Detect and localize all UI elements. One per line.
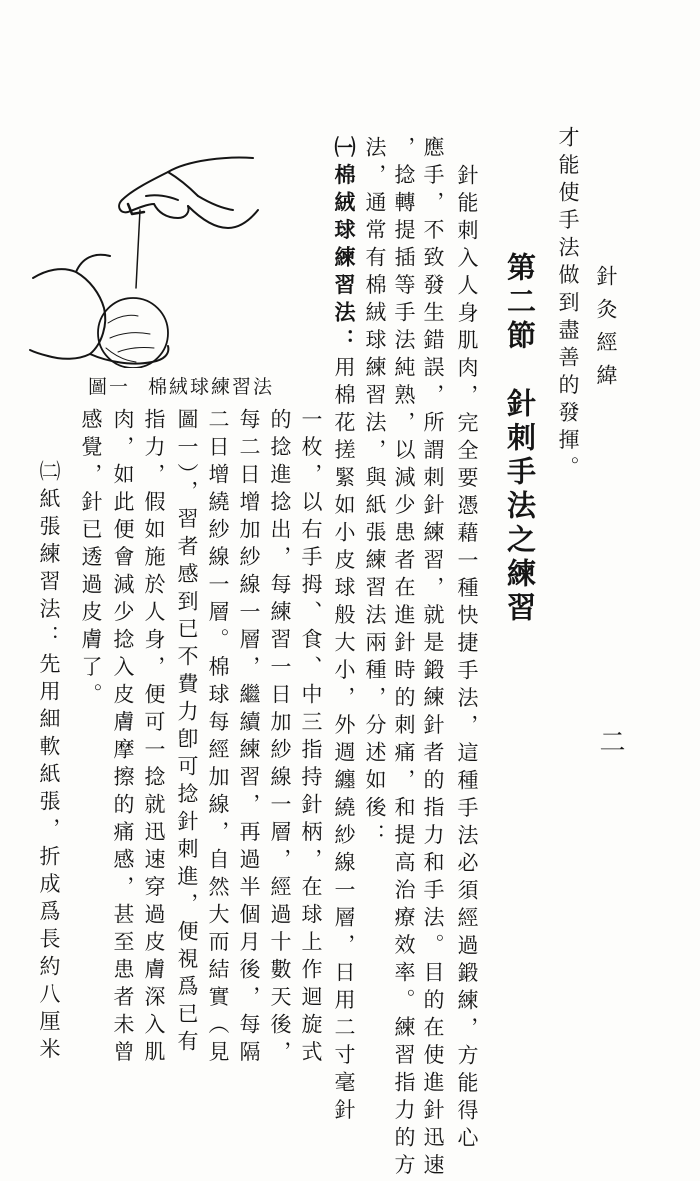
- figure-illustration: [28, 148, 268, 368]
- paragraph-line: 法，通常有棉絨球練習法，與紙張練習法兩種，分述如後：: [363, 136, 387, 851]
- method1-line: 二日增繞紗線一層。棉球每經加線，自然大而結實（見: [206, 408, 230, 1068]
- paragraph-line: 針能刺入人身肌肉，完全要憑藉一種快捷手法，這種手法必須經過鍛練，方能得心: [455, 164, 479, 1154]
- method1-label: ㈠棉絨球練習法：: [332, 136, 357, 356]
- method1-first-line: [333, 136, 355, 1126]
- paragraph-line: ，捻轉提插等手法純熟，以減少患者在進針時的刺痛，和提高治療效率。練習指力的方: [392, 136, 416, 1181]
- figure-number: 圖一: [88, 376, 131, 398]
- paragraph-line: 應手，不致發生錯誤，所謂刺針練習，就是鍛練針者的指力和手法。目的在使進針迅速: [421, 136, 445, 1181]
- continued-line: 才能使手法做到盡善的發揮。: [556, 126, 580, 484]
- lower-hand: [33, 269, 105, 359]
- method1-line: 圖一），習者感到已不費力卽可捻針刺進，便視爲已有: [175, 408, 199, 1058]
- method1-line: 每二日增加紗線一層，繼續練習，再過半個月後，每隔: [237, 408, 261, 1068]
- section-heading: 第二節 針刺手法之練習: [503, 252, 537, 626]
- figure-caption: [88, 372, 274, 399]
- method1-line: 的捻進捻出，每練習一日加紗線一層，經過十數天後，: [268, 408, 292, 1068]
- method2-text: 先用細軟紙張，折成爲長約八厘米: [37, 652, 61, 1065]
- method1-line: 肉，如此便會減少捻入皮膚摩擦的痛感，甚至患者未曾: [111, 408, 135, 1068]
- method2-line: [38, 460, 59, 1065]
- method1-text-start: 用棉花搓緊如小皮球般大小，外週纏繞紗線一層，日用二寸毫針: [332, 356, 356, 1126]
- page-number: 二: [595, 728, 625, 761]
- method2-label: ㈡紙張練習法：: [37, 460, 61, 653]
- method1-line: 一枚，以右手拇、食、中三指持針柄，在球上作迴旋式: [299, 408, 323, 1068]
- figure-caption-text: 棉絨球練習法: [148, 376, 275, 398]
- running-head: 針灸經緯: [594, 265, 618, 397]
- needle-line: [136, 210, 140, 288]
- method1-line: 感覺，針已透過皮膚了。: [79, 408, 103, 711]
- method1-line: 指力，假如施於人身，便可一捻就迅速穿過皮膚深入肌: [142, 408, 166, 1068]
